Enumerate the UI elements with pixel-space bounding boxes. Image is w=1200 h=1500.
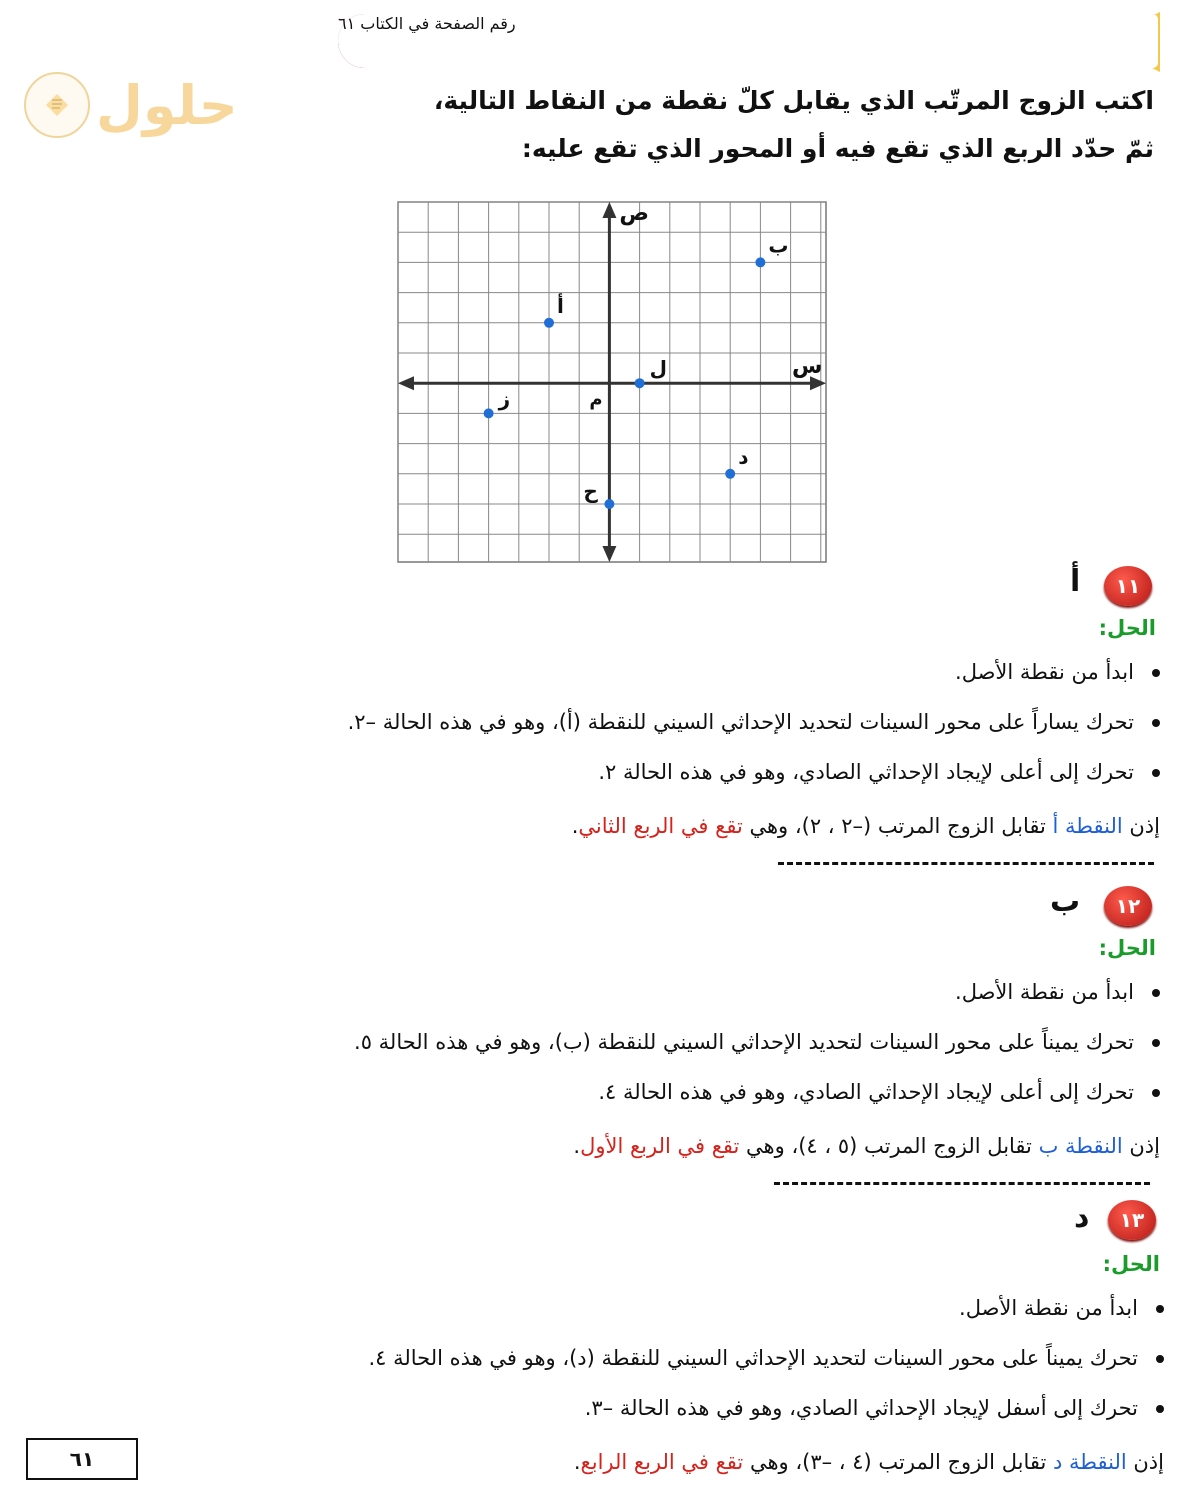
bullet-icon bbox=[1156, 1355, 1164, 1363]
point-ب bbox=[755, 257, 765, 267]
solution-step: تحرك يساراً على محور السينات لتحديد الإحداثي السيني للنقطة (أ)، وهو في هذه الحالة –٢. bbox=[348, 710, 1160, 734]
solution-label: الحل: bbox=[1098, 936, 1156, 960]
solution-step: تحرك إلى أعلى لإيجاد الإحداثي الصادي، وهو في هذه الحالة ٤. bbox=[598, 1080, 1160, 1104]
point-label: ل bbox=[649, 356, 667, 381]
page-number: ٦١ bbox=[26, 1438, 138, 1480]
problem-number-badge: ١١ bbox=[1104, 566, 1152, 606]
solution-label: الحل: bbox=[1098, 616, 1156, 640]
solution-step: تحرك إلى أسفل لإيجاد الإحداثي الصادي، وهو في هذه الحالة –٣. bbox=[585, 1396, 1164, 1420]
conclusion: إذن النقطة د تقابل الزوج المرتب (٤ ، –٣)، وهي تقع في الربع الرابع. bbox=[573, 1450, 1164, 1474]
solution-step: ابدأ من نقطة الأصل. bbox=[955, 980, 1160, 1004]
point-ل bbox=[635, 378, 645, 388]
solution-step: تحرك يميناً على محور السينات لتحديد الإحداثي السيني للنقطة (د)، وهو في هذه الحالة ٤. bbox=[368, 1346, 1164, 1370]
problem-letter: ب bbox=[1050, 884, 1081, 919]
watermark-logo bbox=[24, 72, 238, 138]
bullet-icon bbox=[1152, 769, 1160, 777]
point-أ bbox=[544, 318, 554, 328]
page-reference: رقم الصفحة في الكتاب ٦١ bbox=[338, 14, 1158, 68]
bullet-icon bbox=[1152, 719, 1160, 727]
bullet-icon bbox=[1152, 1089, 1160, 1097]
dashed-divider bbox=[778, 862, 1154, 865]
point-label: أ bbox=[557, 293, 564, 318]
coordinate-grid bbox=[394, 198, 830, 566]
problem-letter: د bbox=[1074, 1200, 1090, 1235]
solution-step: ابدأ من نقطة الأصل. bbox=[955, 660, 1160, 684]
point-ز bbox=[484, 408, 494, 418]
bullet-icon bbox=[1152, 669, 1160, 677]
instruction-line-1: اكتب الزوج المرتّب الذي يقابل كلّ نقطة من النقاط التالية، bbox=[433, 86, 1154, 115]
dashed-divider bbox=[774, 1182, 1150, 1185]
book-icon bbox=[24, 72, 90, 138]
watermark-text: حلول bbox=[96, 73, 238, 137]
solution-step: ابدأ من نقطة الأصل. bbox=[959, 1296, 1164, 1320]
conclusion: إذن النقطة أ تقابل الزوج المرتب (–٢ ، ٢)، وهي تقع في الربع الثاني. bbox=[571, 814, 1160, 838]
point-label: ب bbox=[768, 233, 789, 258]
bullet-icon bbox=[1156, 1405, 1164, 1413]
bullet-icon bbox=[1156, 1305, 1164, 1313]
solution-label: الحل: bbox=[1102, 1252, 1160, 1276]
solution-step: تحرك إلى أعلى لإيجاد الإحداثي الصادي، وهو في هذه الحالة ٢. bbox=[598, 760, 1160, 784]
point-د bbox=[725, 469, 735, 479]
point-ح bbox=[604, 499, 614, 509]
point-label: ح bbox=[583, 479, 598, 503]
point-label: ز bbox=[498, 386, 511, 411]
bullet-icon bbox=[1152, 989, 1160, 997]
problem-letter: أ bbox=[1070, 564, 1081, 599]
solution-step: تحرك يميناً على محور السينات لتحديد الإحداثي السيني للنقطة (ب)، وهو في هذه الحالة ٥. bbox=[354, 1030, 1160, 1054]
bullet-icon bbox=[1152, 1039, 1160, 1047]
origin-label: م bbox=[589, 389, 603, 411]
problem-number-badge: ١٢ bbox=[1104, 886, 1152, 926]
conclusion: إذن النقطة ب تقابل الزوج المرتب (٥ ، ٤)، وهي تقع في الربع الأول. bbox=[573, 1134, 1160, 1158]
instruction-line-2: ثمّ حدّد الربع الذي تقع فيه أو المحور الذي تقع عليه: bbox=[521, 134, 1154, 163]
problem-number-badge: ١٣ bbox=[1108, 1200, 1156, 1240]
point-label: د bbox=[738, 444, 749, 469]
y-axis-label: ص bbox=[619, 201, 650, 226]
x-axis-label: س bbox=[792, 354, 823, 380]
